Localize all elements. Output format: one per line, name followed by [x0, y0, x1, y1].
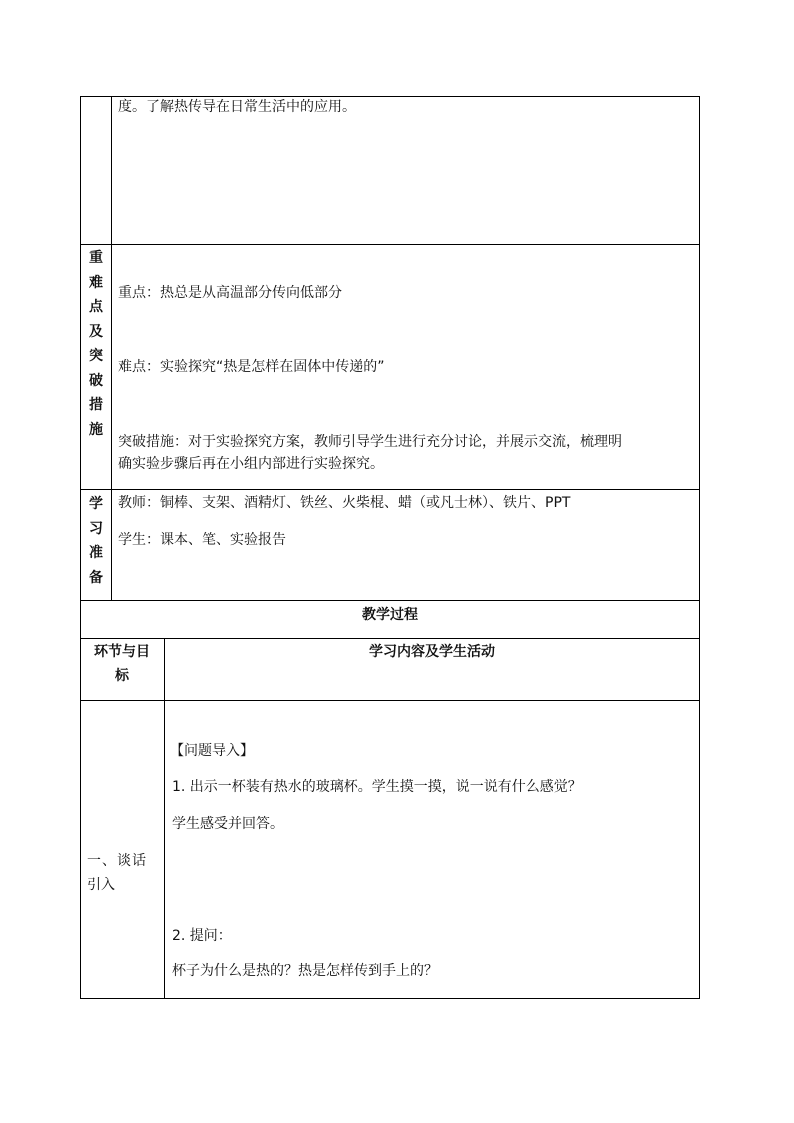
row-divider-5: [80, 700, 700, 701]
stage1-item1: 1. 出示一杯装有热水的玻璃杯。学生摸一摸，说一说有什么感觉？: [172, 779, 582, 795]
row-divider-1: [80, 244, 700, 245]
stage1-name-line2: 引入: [87, 877, 115, 893]
label-char: 习: [89, 520, 103, 537]
key-points-label: [81, 246, 111, 442]
measures-text-line2: 确实验步骤后再在小组内部进行实验探究。: [118, 456, 384, 472]
label-char: 难: [89, 274, 103, 291]
label-char: 学: [89, 496, 103, 512]
process-title: 教学过程: [362, 607, 418, 623]
label-char: 措: [89, 397, 103, 413]
stage1-item2-question: 杯子为什么是热的？热是怎样传到手上的？: [172, 963, 438, 979]
stage-column-header-line1: 环节与目: [94, 644, 150, 660]
stage1-section-title: 【问题导入】: [170, 743, 254, 759]
label-char: 备: [89, 569, 103, 586]
objective-text: 度。了解热传导在日常生活中的应用。: [118, 99, 356, 115]
stage1-item1-answer: 学生感受并回答。: [172, 816, 284, 832]
difficulty-text: 难点：实验探究“热是怎样在固体中传递的”: [118, 359, 385, 375]
stage1-name-line1: 一、谈话: [87, 853, 147, 869]
stage1-item2: 2. 提问：: [172, 928, 232, 944]
label-char: 及: [89, 323, 103, 340]
student-materials-text: 学生：课本、笔、实验报告: [118, 532, 286, 548]
label-char: 施: [89, 421, 103, 438]
key-point-text: 重点：热总是从高温部分传向低部分: [118, 285, 342, 301]
label-char: 重: [89, 250, 103, 266]
label-char: 破: [89, 372, 103, 389]
preparation-label: [81, 492, 111, 590]
row-divider-3: [80, 600, 700, 601]
process-column-divider: [164, 638, 165, 999]
label-char: 准: [89, 545, 103, 561]
teacher-materials-text: 教师：铜棒、支架、酒精灯、铁丝、火柴棍、蜡（或凡士林）、铁片、PPT: [118, 495, 571, 511]
content-column-header: 学习内容及学生活动: [369, 644, 495, 660]
label-column-divider: [111, 96, 112, 601]
row-divider-4: [80, 638, 700, 639]
table-border-bottom: [80, 998, 700, 999]
measures-text-line1: 突破措施：对于实验探究方案，教师引导学生进行充分讨论，并展示交流，梳理明: [118, 434, 622, 450]
label-char: 突: [89, 348, 103, 364]
stage-column-header-line2: 标: [115, 668, 129, 684]
table-border-right: [699, 96, 700, 999]
row-divider-2: [80, 489, 700, 490]
label-char: 点: [89, 299, 103, 315]
